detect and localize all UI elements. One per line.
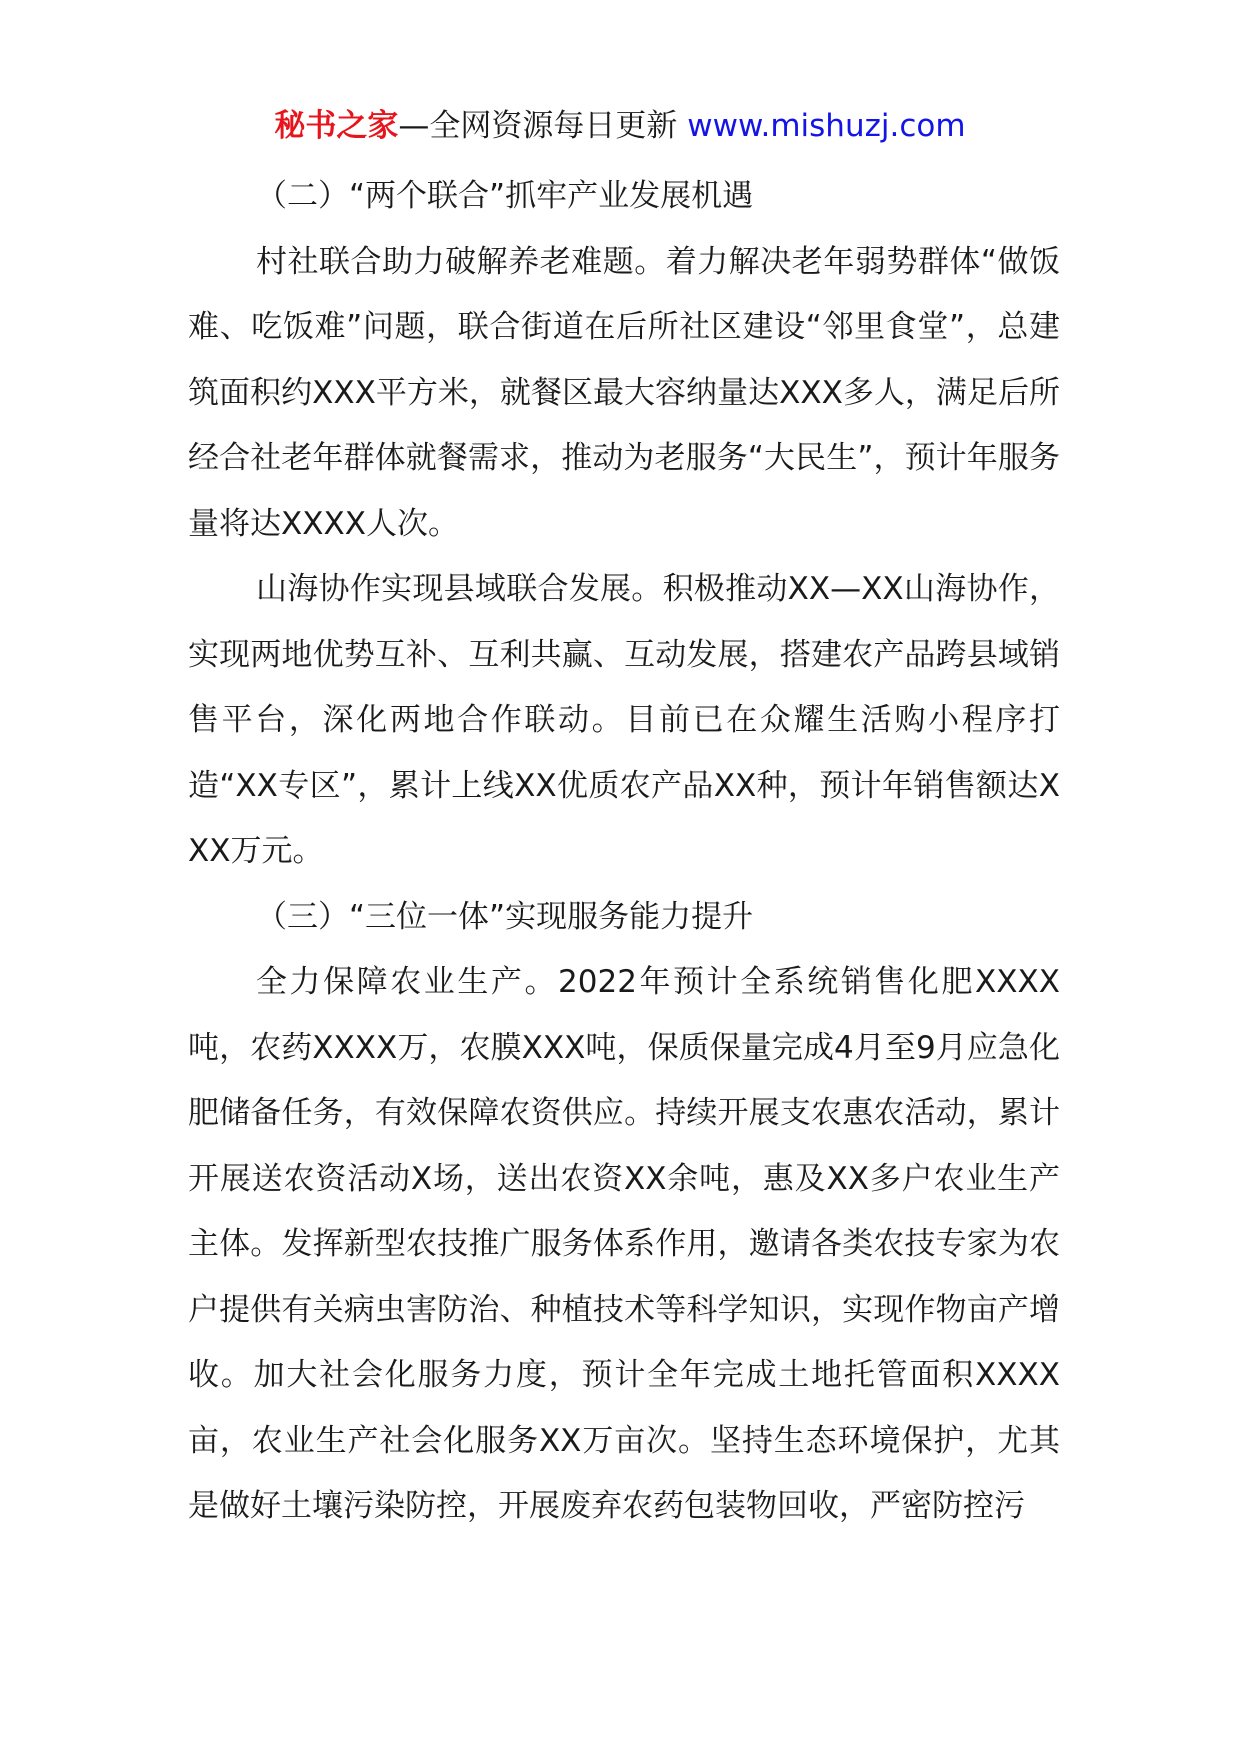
paragraph-agricultural-production: 全力保障农业生产。2022年预计全系统销售化肥XXXX吨，农药XXXX万，农膜XXX吨，保质保量完成4月至9月应急化肥储备任务，有效保障农资供应。持续开展支农惠农活动，累计开展送农资活动X场，送出农资XX余吨，惠及XX多户农业生产主体。发挥新型农技推广服务体系作用，邀请各类农技专家为农户提供有关病虫害防治、种植技术等科学知识，实现作物亩产增收。加大社会化服务力度，预计全年完成土地托管面积XXXX亩，农业生产社会化服务XX万亩次。坚持生态环境保护，尤其是做好土壤污染防控，开展废弃农药包装物回收，严密防控污 <box>188 964 1060 1524</box>
section-heading-3: （三）“三位一体”实现服务能力提升 <box>256 898 754 935</box>
site-header <box>0 104 1240 148</box>
paragraph-mountain-sea-cooperation: 山海协作实现县域联合发展。积极推动XX—XX山海协作，实现两地优势互补、互利共赢、互动发展，搭建农产品跨县域销售平台，深化两地合作联动。目前已在众耀生活购小程序打造“XX专区”，累计上线XX优质农产品XX种，预计年销售额达XXX万元。 <box>188 571 1060 869</box>
site-tagline: —全网资源每日更新 <box>398 108 678 144</box>
site-brand: 秘书之家 <box>274 108 399 144</box>
document-body <box>188 164 1060 1540</box>
site-url-link[interactable]: www.mishuzj.com <box>677 108 966 144</box>
section-heading-2: （二）“两个联合”抓牢产业发展机遇 <box>256 178 754 214</box>
paragraph-elderly-dining: 村社联合助力破解养老难题。着力解决老年弱势群体“做饭难、吃饭难”问题，联合街道在后所社区建设“邻里食堂”，总建筑面积约XXX平方米，就餐区最大容纳量达XXX多人，满足后所经合社老年群体就餐需求，推动为老服务“大民生”，预计年服务量将达XXXX人次。 <box>188 243 1060 542</box>
